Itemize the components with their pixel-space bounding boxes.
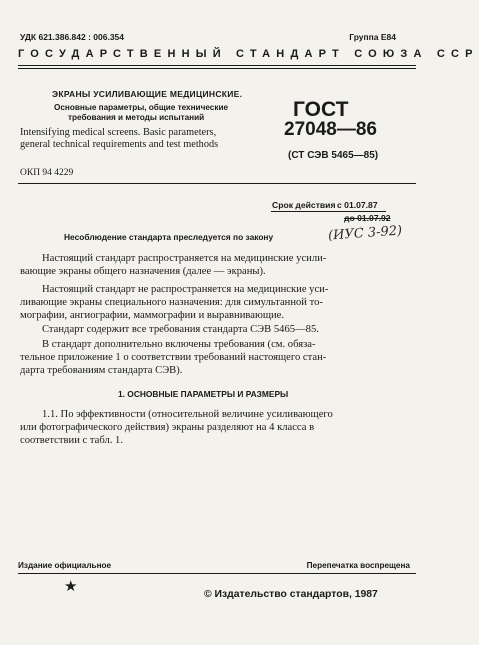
paragraph-4-line-1: В стандарт дополнительно включены требования (см. обяза- (42, 339, 316, 350)
paragraph-2-line-1: Настоящий стандарт не распространяется на медицинские уси- (42, 284, 329, 295)
paragraph-3-line-1: Стандарт содержит все требования стандарта СЭВ 5465—85. (42, 324, 319, 335)
gost-label: ГОСТ (293, 98, 349, 121)
st-sev-reference: (СТ СЭВ 5465—85) (288, 150, 379, 161)
validity-underline (271, 211, 386, 212)
handwritten-note: (ИУС 3-92) (327, 223, 403, 244)
group-code: Группа Е84 (349, 32, 396, 42)
clause-1-1-line-3: соответствии с табл. 1. (20, 435, 123, 446)
title-russian: ЭКРАНЫ УСИЛИВАЮЩИЕ МЕДИЦИНСКИЕ. (52, 89, 243, 99)
okp-rule (18, 183, 416, 184)
gost-number: 27048—86 (284, 119, 377, 140)
reprint-prohibited-label: Перепечатка воспрещена (306, 561, 410, 570)
paragraph-4-line-3: дарта требованиям стандарта СЭВ). (20, 365, 183, 376)
star-icon: ★ (64, 579, 78, 595)
header-rule-thin (18, 68, 416, 69)
validity-date-to-struck: до 01.07.92 (344, 213, 391, 223)
udk-code: УДК 621.386.842 : 006.354 (20, 32, 125, 42)
header-rule-thick (18, 65, 416, 66)
paragraph-2-line-2: ливающие экраны специального назначения: для симультанной то- (20, 297, 323, 308)
penalty-notice: Несоблюдение стандарта преследуется по закону (64, 232, 274, 242)
paragraph-1-line-2: вающие экраны общего назначения (далее — экраны). (20, 266, 266, 277)
clause-1-1-line-1: 1.1. По эффективности (относительной величине усиливающего (42, 409, 333, 420)
title-english-line-1: Intensifying medical screens. Basic parameters, (20, 127, 217, 138)
paragraph-2-line-3: мографии, ангиографии, маммографии и выравнивающие. (20, 310, 285, 321)
validity-label: Срок действия (272, 200, 336, 210)
subtitle-russian-line-2: требования и методы испытаний (68, 113, 205, 122)
paragraph-1-line-1: Настоящий стандарт распространяется на медицинские усили- (42, 253, 327, 264)
okp-code: ОКП 94 4229 (20, 168, 74, 178)
subtitle-russian-line-1: Основные параметры, общие технические (54, 103, 229, 112)
clause-1-1-line-2: или фотографического действия) экраны разделяют на 4 класса в (20, 422, 315, 433)
copyright-notice: © Издательство стандартов, 1987 (204, 589, 378, 600)
state-standard-banner: ГОСУДАРСТВЕННЫЙ СТАНДАРТ СОЮЗА ССР (18, 48, 479, 60)
official-edition-label: Издание официальное (18, 561, 112, 570)
title-english-line-2: general technical requirements and test methods (20, 139, 219, 150)
section-heading: 1. ОСНОВНЫЕ ПАРАМЕТРЫ И РАЗМЕРЫ (118, 389, 289, 399)
paragraph-4-line-2: тельное приложение 1 о соответствии требований настоящего стан- (20, 352, 327, 363)
footer-rule (18, 573, 416, 574)
validity-date-from: с 01.07.87 (337, 200, 378, 210)
